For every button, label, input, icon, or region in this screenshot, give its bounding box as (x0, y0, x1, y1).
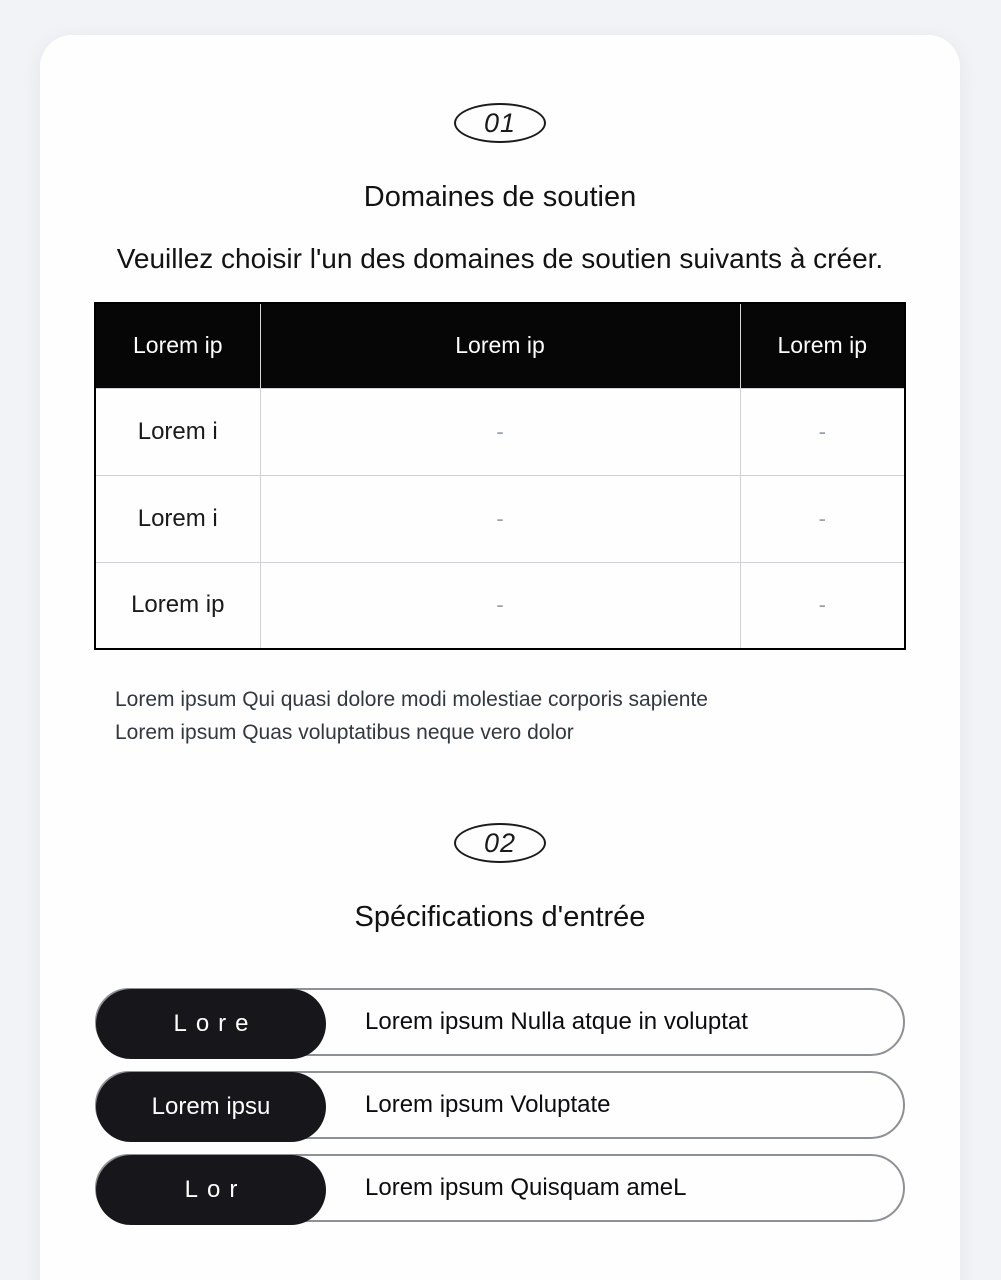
spec-option-row[interactable] (95, 1071, 905, 1139)
content-card (40, 35, 960, 1280)
row-label: Lorem i (95, 475, 260, 562)
table-header-cell: Lorem ip (740, 303, 905, 388)
spec-option-tag: Lore (96, 989, 326, 1059)
row-value: - (740, 562, 905, 649)
spec-option-row[interactable] (95, 1154, 905, 1222)
spec-option-text: Lorem ipsum Nulla atque in voluptat (365, 1008, 748, 1035)
row-value: - (740, 388, 905, 475)
table-footnotes (95, 683, 905, 749)
section2-number: 02 (483, 827, 517, 858)
section2-title: Spécifications d'entrée (354, 901, 646, 933)
row-value: - (260, 562, 740, 649)
spec-option-tag: Lorem ipsu (96, 1072, 326, 1142)
section1-number: 01 (483, 107, 517, 138)
table-row[interactable] (95, 562, 905, 649)
row-value: - (260, 388, 740, 475)
table-header-cell: Lorem ip (260, 303, 740, 388)
section1-subtitle: Veuillez choisir l'un des domaines de soutien suivants à créer. (116, 243, 884, 274)
support-domains-table (94, 302, 906, 650)
section2-number-badge (454, 823, 546, 863)
spec-option-row[interactable] (95, 988, 905, 1056)
table-row[interactable] (95, 388, 905, 475)
row-value: - (260, 475, 740, 562)
row-value: - (740, 475, 905, 562)
spec-option-tag: Lor (96, 1155, 326, 1225)
table-header-row (95, 303, 905, 388)
spec-option-text: Lorem ipsum Voluptate (365, 1091, 611, 1118)
section1-number-badge (454, 103, 546, 143)
section1-title: Domaines de soutien (363, 181, 637, 213)
footnote-line: Lorem ipsum Quas voluptatibus neque vero dolor (115, 721, 574, 744)
row-label: Lorem i (95, 388, 260, 475)
table-row[interactable] (95, 475, 905, 562)
footnote-line: Lorem ipsum Qui quasi dolore modi molestiae corporis sapiente (115, 688, 708, 711)
row-label: Lorem ip (95, 562, 260, 649)
table-header-cell: Lorem ip (95, 303, 260, 388)
spec-option-list (95, 988, 905, 1222)
spec-option-text: Lorem ipsum Quisquam ameL (365, 1174, 687, 1201)
